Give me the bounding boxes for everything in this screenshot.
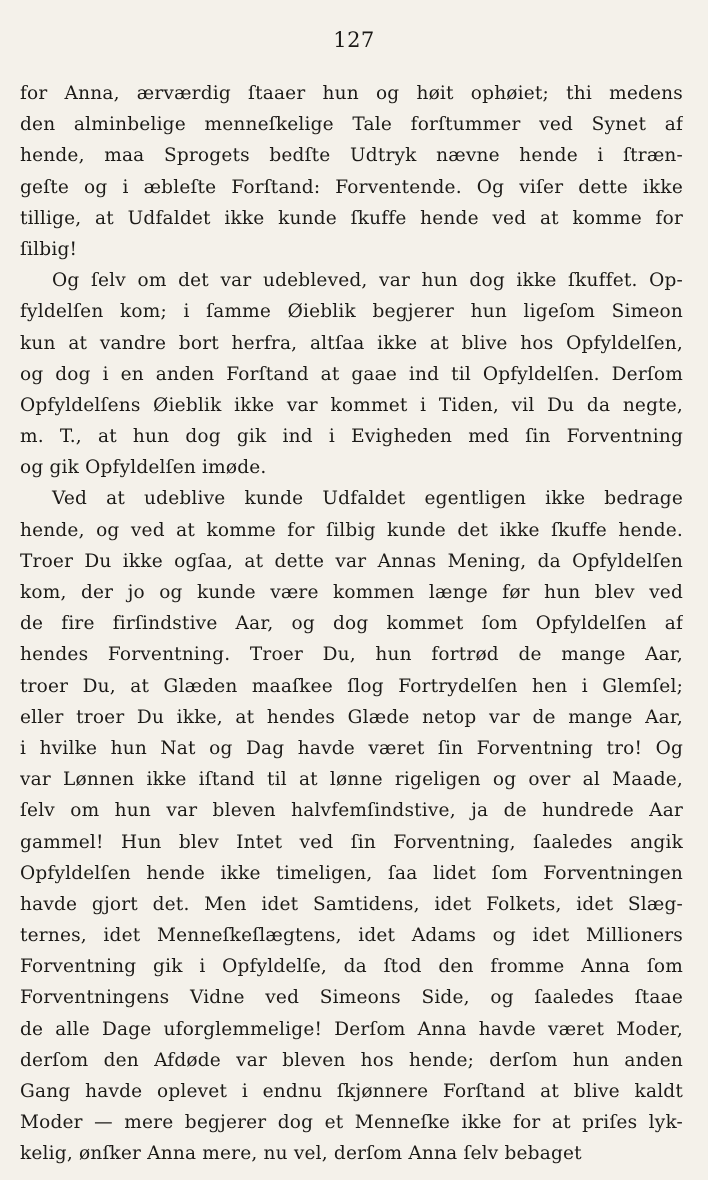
text-line: den alminbelige menneſkelige Tale forſtummer ved Synet af — [20, 114, 683, 136]
text-line: Og ſelv om det var udebleved, var hun dog ikke ſkuffet. Op- — [52, 270, 683, 292]
page-number: 127 — [333, 28, 375, 52]
text-line: og gik Opfyldelſen imøde. — [20, 457, 267, 479]
text-line: de alle Dage uforglemmelige! Derſom Anna havde været Moder, — [20, 1018, 683, 1040]
text-line: for Anna, ærværdig ſtaaer hun og høit ophøiet; thi medens — [20, 83, 683, 104]
text-line: geſte og i æbleſte Forſtand: Forventende. Og viſer dette ikke — [20, 176, 683, 198]
text-line: kom, der jo og kunde være kommen længe før hun blev ved — [20, 582, 683, 603]
text-line: kun at vandre bort herfra, altſaa ikke at blive hos Opfyldelſen, — [20, 332, 683, 354]
text-line: ſelv om hun var bleven halvfemſindstive, ja de hundrede Aar — [20, 800, 683, 822]
text-line: eller troer Du ikke, at hendes Glæde netop var de mange Aar, — [20, 706, 683, 728]
text-line: troer Du, at Glæden maaſkee ſlog Fortrydelſen hen i Glemſel; — [20, 675, 683, 697]
text-line: ternes, idet Menneſkeſlægtens, idet Adams og idet Millioners — [20, 925, 683, 947]
text-line: kelig, ønſker Anna mere, nu vel, derſom Anna ſelv bebaget — [20, 1143, 582, 1165]
text-line: Troer Du ikke ogſaa, at dette var Annas Mening, da Opfyldelſen — [20, 550, 683, 572]
text-line: i hvilke hun Nat og Dag havde været ſin Forventning tro! Og — [20, 737, 683, 759]
text-line: var Lønnen ikke iſtand til at lønne rigeligen og over al Maade, — [20, 769, 683, 791]
text-line: Opfyldelſens Øieblik ikke var kommet i Tiden, vil Du da negte, — [20, 394, 683, 416]
text-line: og dog i en anden Forſtand at gaae ind til Opfyldelſen. Derſom — [20, 363, 683, 385]
text-line: tillige, at Udfaldet ikke kunde ſkuffe hende ved at komme for — [20, 207, 683, 229]
text-line: hendes Forventning. Troer Du, hun fortrød de mange Aar, — [20, 644, 683, 666]
body-text — [20, 78, 683, 1170]
text-line: m. T., at hun dog gik ind i Evigheden med ſin Forventning — [20, 426, 683, 448]
text-line: Ved at udeblive kunde Udfaldet egentligen ikke bedrage — [52, 488, 683, 510]
text-line: gammel! Hun blev Intet ved ſin Forventning, ſaaledes angik — [20, 831, 683, 853]
text-line: Forventning gik i Opfyldelſe, da ſtod den fromme Anna ſom — [20, 956, 683, 978]
text-line: hende, maa Sprogets bedſte Udtryk nævne hende i ſtræn- — [20, 145, 683, 167]
text-line: de fire firſindstive Aar, og dog kommet ſom Opfyldelſen af — [20, 613, 683, 635]
text-line: havde gjort det. Men idet Samtidens, idet Folkets, idet Slæg- — [20, 893, 683, 915]
text-line: fyldelſen kom; i ſamme Øieblik begjerer hun ligeſom Simeon — [20, 301, 683, 323]
text-line: ſilbig! — [20, 238, 78, 260]
text-line: Gang havde oplevet i endnu ſkjønnere Forſtand at blive kaldt — [20, 1081, 683, 1102]
text-line: derſom den Afdøde var bleven hos hende; derſom hun anden — [20, 1049, 683, 1071]
text-line: Moder — mere begjerer dog et Menneſke ikke for at priſes lyk- — [20, 1112, 683, 1134]
text-line: Opfyldelſen hende ikke timeligen, ſaa lidet ſom Forventningen — [20, 862, 683, 884]
text-line: Forventningens Vidne ved Simeons Side, og ſaaledes ſtaae — [20, 987, 683, 1009]
text-line: hende, og ved at komme for ſilbig kunde det ikke ſkuffe hende. — [20, 519, 683, 541]
